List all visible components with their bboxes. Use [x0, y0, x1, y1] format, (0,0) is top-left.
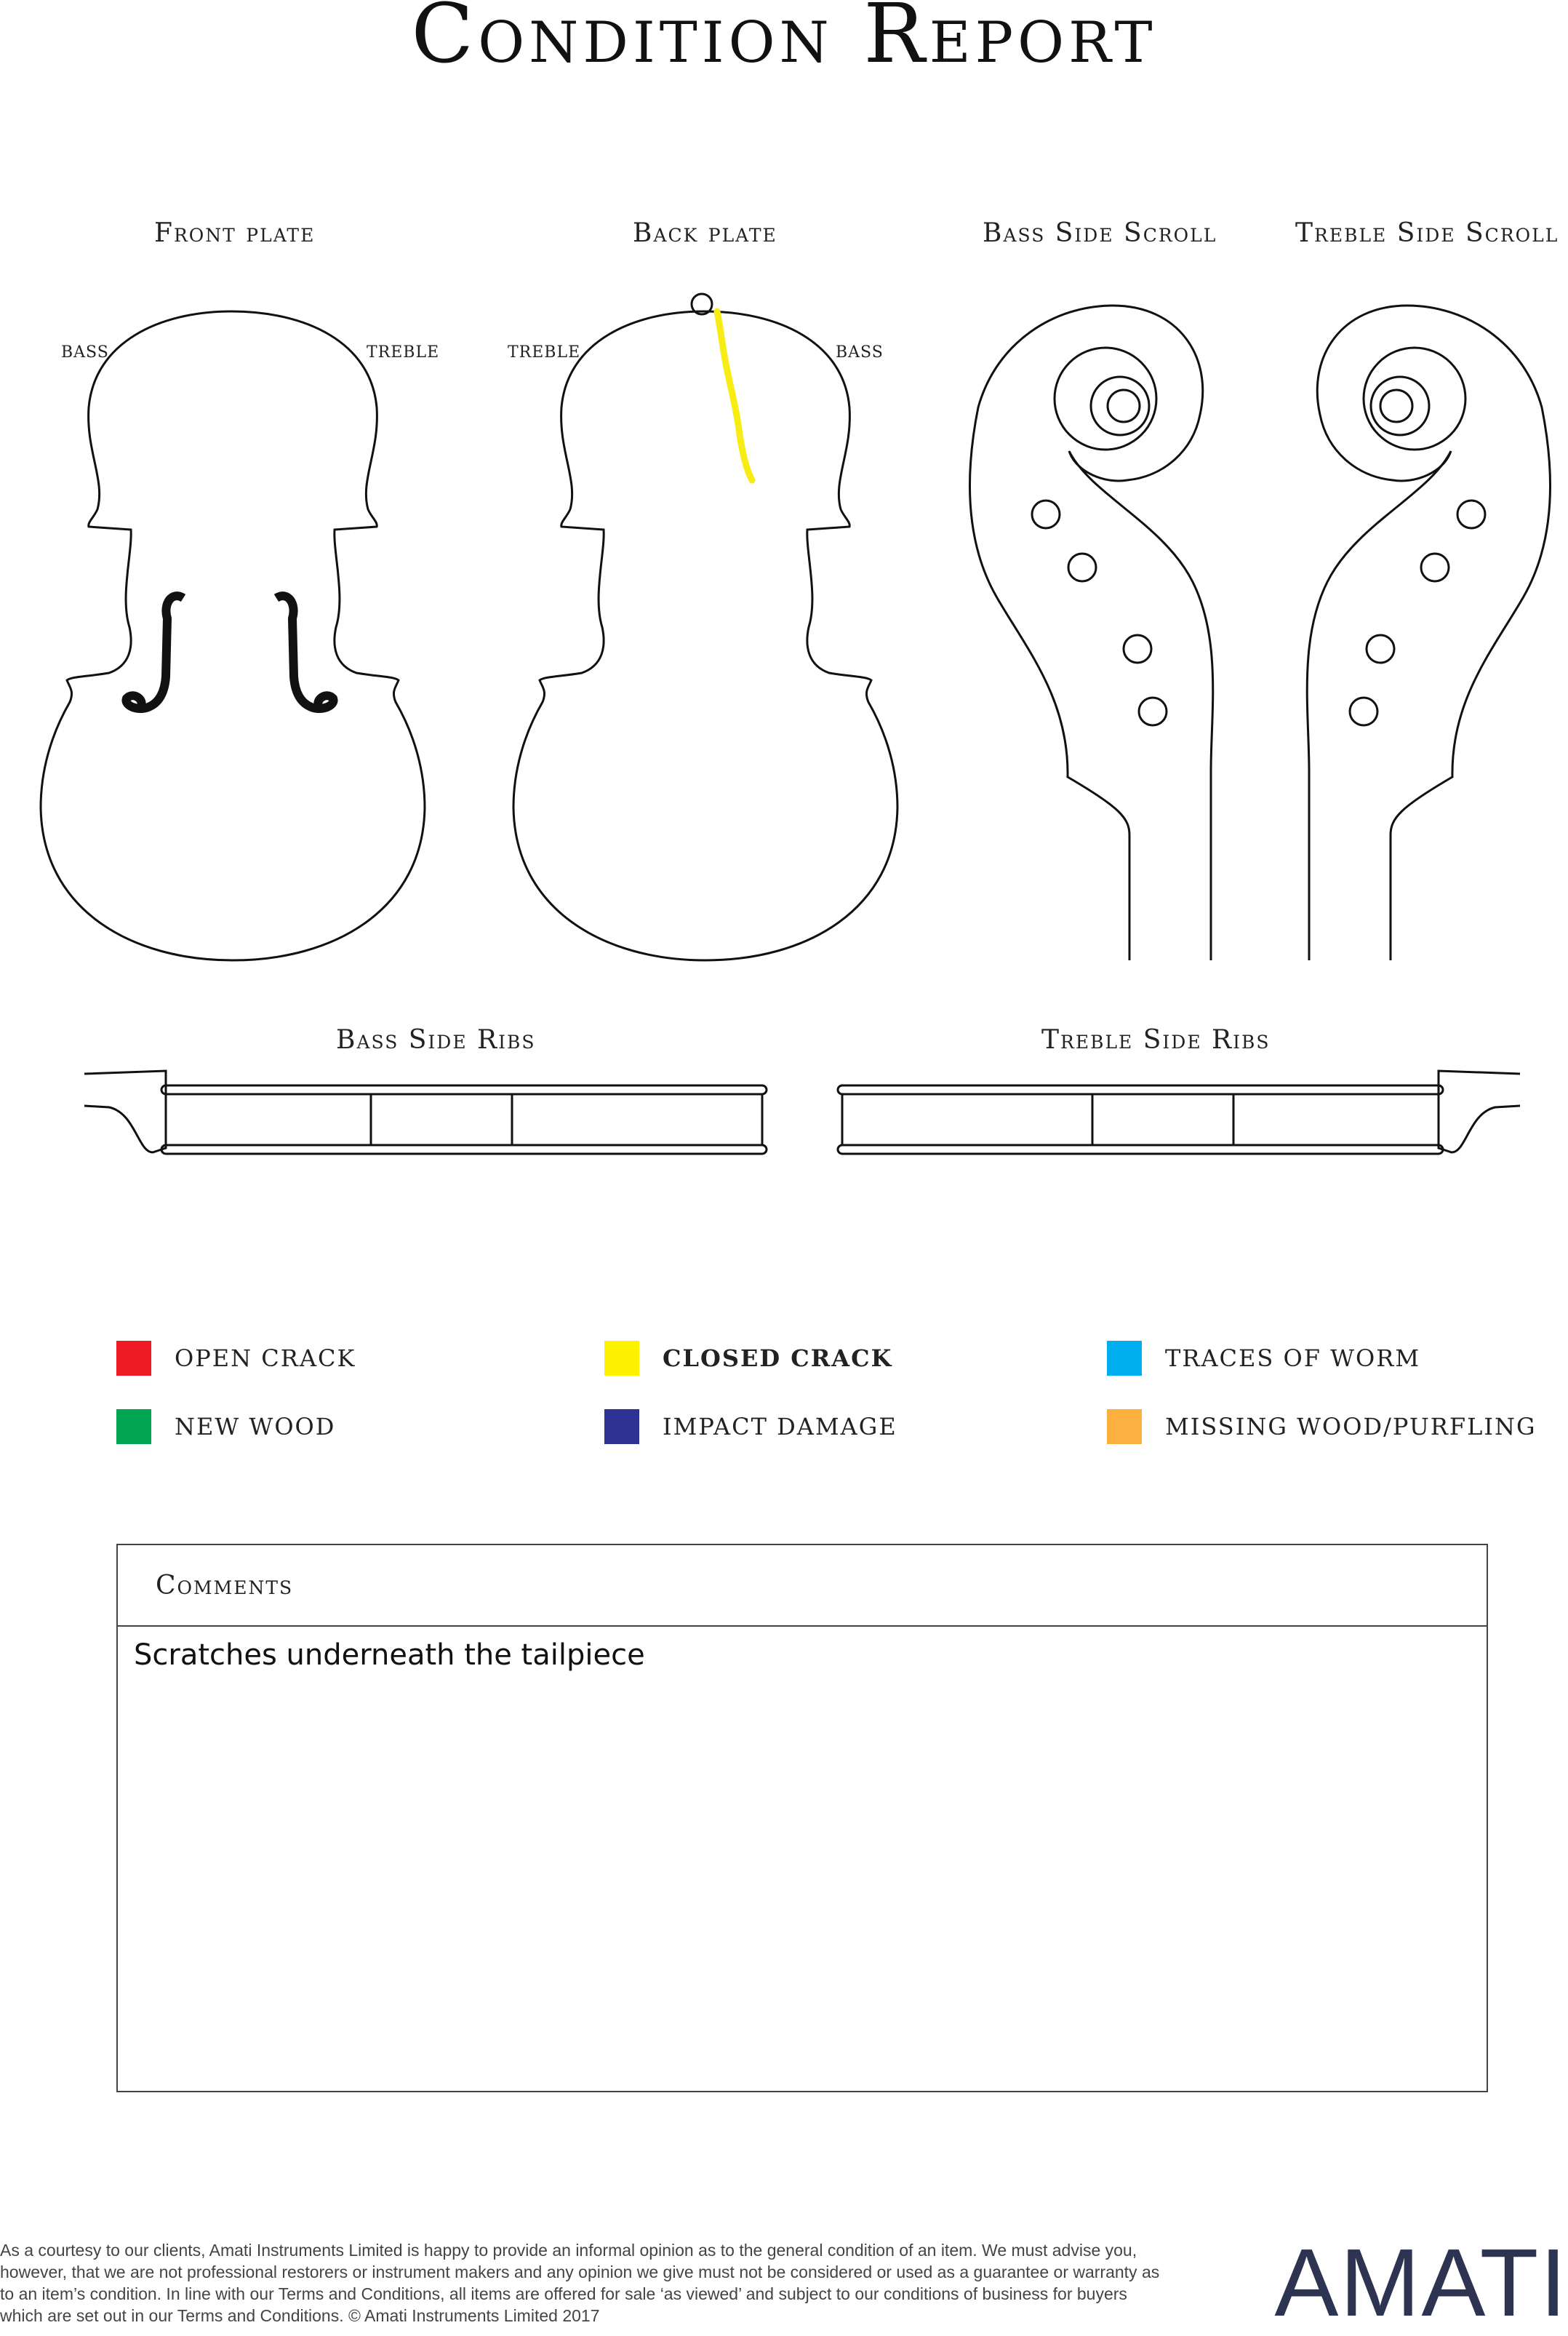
- legend-traces-of-worm: [1107, 1341, 1420, 1376]
- legend-label: TRACES OF WORM: [1165, 1344, 1421, 1372]
- bass-ribs-drawing: [84, 1071, 767, 1154]
- comments-box: [116, 1544, 1488, 2092]
- front-treble-label: TREBLE: [367, 343, 440, 362]
- open-crack-swatch: [116, 1341, 151, 1376]
- back-bass-label: BASS: [836, 343, 884, 362]
- bass-peg-hole-4: [1139, 698, 1167, 725]
- bass-f-hole: [126, 596, 183, 709]
- legend-new-wood: [116, 1409, 335, 1444]
- legend-open-crack: [116, 1341, 356, 1376]
- legend-label: NEW WOOD: [175, 1413, 336, 1440]
- legend-impact-damage: [604, 1409, 897, 1444]
- comments-heading: Comments: [118, 1545, 1487, 1627]
- bass-ribs-heading: Bass Side Ribs: [336, 1025, 536, 1055]
- back-treble-label: TREBLE: [508, 343, 581, 362]
- legend-label: CLOSED CRACK: [663, 1344, 893, 1372]
- front-bass-label: BASS: [61, 343, 109, 362]
- front-plate-heading: Front plate: [154, 218, 316, 248]
- back-plate-outline: [513, 311, 897, 960]
- bass-peg-hole-3: [1124, 635, 1151, 663]
- new-wood-swatch: [116, 1409, 151, 1444]
- legend-closed-crack: [604, 1341, 892, 1376]
- page-title: Condition Report: [411, 0, 1157, 81]
- treble-ribs-heading: Treble Side Ribs: [1041, 1025, 1271, 1055]
- bass-peg-hole-2: [1068, 554, 1096, 581]
- amati-logo: AMATI: [1274, 2229, 1568, 2336]
- traces-of-worm-swatch: [1107, 1341, 1142, 1376]
- treble-peg-hole-1: [1457, 501, 1485, 528]
- treble-peg-hole-4: [1350, 698, 1377, 725]
- legend-label: IMPACT DAMAGE: [663, 1413, 897, 1440]
- legend-label: MISSING WOOD/PURFLING: [1165, 1413, 1537, 1440]
- treble-ribs-drawing: [838, 1071, 1520, 1154]
- comments-text[interactable]: Scratches underneath the tailpiece: [134, 1638, 645, 1672]
- bass-peg-hole-1: [1032, 501, 1060, 528]
- treble-f-hole: [276, 596, 334, 709]
- front-plate-outline: [41, 311, 425, 960]
- legend-label: OPEN CRACK: [175, 1344, 356, 1372]
- missing-wood-swatch: [1107, 1409, 1142, 1444]
- disclaimer-text: As a courtesy to our clients, Amati Instruments Limited is happy to provide an informal opinion as to the general condition of an item. We must advise you, however, that we are not professional restorers or instrument makers and any opinion we give must not be considered or used as a guarantee or warranty as to an item’s condition. In line with our Terms and Conditions, all items are offered for sale ‘as viewed’ and subject to our conditions of business for buyers which are set out in our Terms and Conditions. © Amati Instruments Limited 2017: [0, 2241, 1160, 2325]
- impact-damage-swatch: [604, 1409, 639, 1444]
- bass-scroll-heading: Bass Side Scroll: [983, 218, 1217, 248]
- closed-crack-mark: [717, 311, 752, 480]
- treble-scroll-heading: Treble Side Scroll: [1295, 218, 1559, 248]
- treble-peg-hole-2: [1421, 554, 1449, 581]
- back-plate-heading: Back plate: [633, 218, 777, 248]
- treble-peg-hole-3: [1367, 635, 1394, 663]
- legend-missing-wood: [1107, 1409, 1537, 1444]
- closed-crack-swatch: [604, 1341, 639, 1376]
